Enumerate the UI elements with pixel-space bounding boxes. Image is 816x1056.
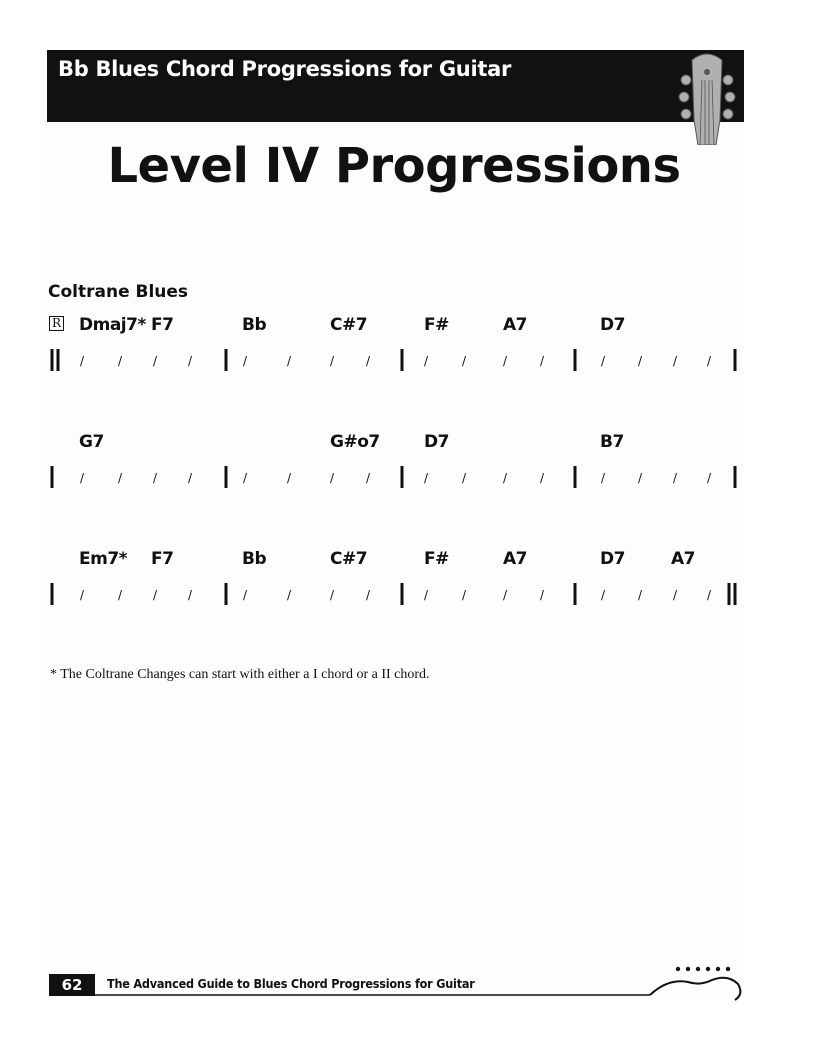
chord-symbol: D7 <box>600 549 625 569</box>
rhythm-slash: / <box>424 471 429 485</box>
rhythm-slash: / <box>462 471 467 485</box>
rhythm-slash: / <box>601 354 606 368</box>
rhythm-slash: / <box>243 354 248 368</box>
rhythm-slash: / <box>80 471 85 485</box>
chord-symbol: F7 <box>151 315 174 335</box>
chord-symbol: A7 <box>671 549 695 569</box>
section-title: Coltrane Blues <box>48 282 189 302</box>
rhythm-slash: / <box>707 588 712 602</box>
rhythm-slash: / <box>188 588 193 602</box>
rhythm-slash: / <box>462 354 467 368</box>
rhythm-slash: / <box>80 354 85 368</box>
rhythm-slash: / <box>503 471 508 485</box>
chord-symbol: A7 <box>503 315 527 335</box>
page-title: Level IV Progressions <box>107 138 681 194</box>
chord-symbol: Bb <box>242 315 267 335</box>
rhythm-slash: / <box>330 588 335 602</box>
page-number: 62 <box>61 976 83 994</box>
rhythm-slash: / <box>80 588 85 602</box>
rhythm-slash: / <box>540 471 545 485</box>
chord-symbol: D7 <box>424 432 449 452</box>
rhythm-slash: / <box>287 588 292 602</box>
chord-symbol: B7 <box>600 432 624 452</box>
chord-symbol: G#o7 <box>330 432 380 452</box>
chord-symbol: Dmaj7* <box>79 315 146 335</box>
rhythm-slash: / <box>424 588 429 602</box>
chord-symbol: G7 <box>79 432 104 452</box>
rhythm-slash: / <box>118 471 123 485</box>
rhythm-slash: / <box>638 588 643 602</box>
rhythm-slash: / <box>540 588 545 602</box>
rhythm-slash: / <box>673 588 678 602</box>
rhythm-slash: / <box>424 354 429 368</box>
rhythm-slash: / <box>638 354 643 368</box>
rhythm-slash: / <box>243 588 248 602</box>
chord-symbol: Bb <box>242 549 267 569</box>
rhythm-slash: / <box>707 471 712 485</box>
rhythm-slash: / <box>118 354 123 368</box>
rhythm-slash: / <box>503 588 508 602</box>
rhythm-slash: / <box>503 354 508 368</box>
chord-symbol: A7 <box>503 549 527 569</box>
rhythm-slash: / <box>153 588 158 602</box>
rhythm-slash: / <box>673 471 678 485</box>
rhythm-slash: / <box>153 354 158 368</box>
rhythm-slash: / <box>462 588 467 602</box>
rhythm-slash: / <box>188 354 193 368</box>
chord-symbol: F7 <box>151 549 174 569</box>
footer-book-title: The Advanced Guide to Blues Chord Progressions for Guitar <box>107 976 475 991</box>
rhythm-slash: / <box>601 471 606 485</box>
rhythm-slash: / <box>188 471 193 485</box>
rhythm-slash: / <box>287 471 292 485</box>
rhythm-slash: / <box>366 588 371 602</box>
rhythm-slash: / <box>366 471 371 485</box>
rhythm-slash: / <box>707 354 712 368</box>
chord-symbol: D7 <box>600 315 625 335</box>
chord-symbol: C#7 <box>330 315 368 335</box>
rhythm-slash: / <box>330 471 335 485</box>
rhythm-slash: / <box>330 354 335 368</box>
rhythm-slash: / <box>540 354 545 368</box>
rhythm-slash: / <box>118 588 123 602</box>
chord-symbol: C#7 <box>330 549 368 569</box>
rhythm-slash: / <box>153 471 158 485</box>
repeat-box-icon: R <box>49 316 64 331</box>
chord-symbol: F# <box>424 549 449 569</box>
rhythm-slash: / <box>638 471 643 485</box>
header-title: Bb Blues Chord Progressions for Guitar <box>58 57 512 81</box>
rhythm-slash: / <box>673 354 678 368</box>
chord-symbol: Em7* <box>79 549 128 569</box>
rhythm-slash: / <box>287 354 292 368</box>
rhythm-slash: / <box>601 588 606 602</box>
chord-symbol: F# <box>424 315 449 335</box>
guitar-headstock-icon <box>676 50 738 145</box>
rhythm-slash: / <box>243 471 248 485</box>
rhythm-slash: / <box>366 354 371 368</box>
footnote: * The Coltrane Changes can start with either a I chord or a II chord. <box>50 667 430 682</box>
